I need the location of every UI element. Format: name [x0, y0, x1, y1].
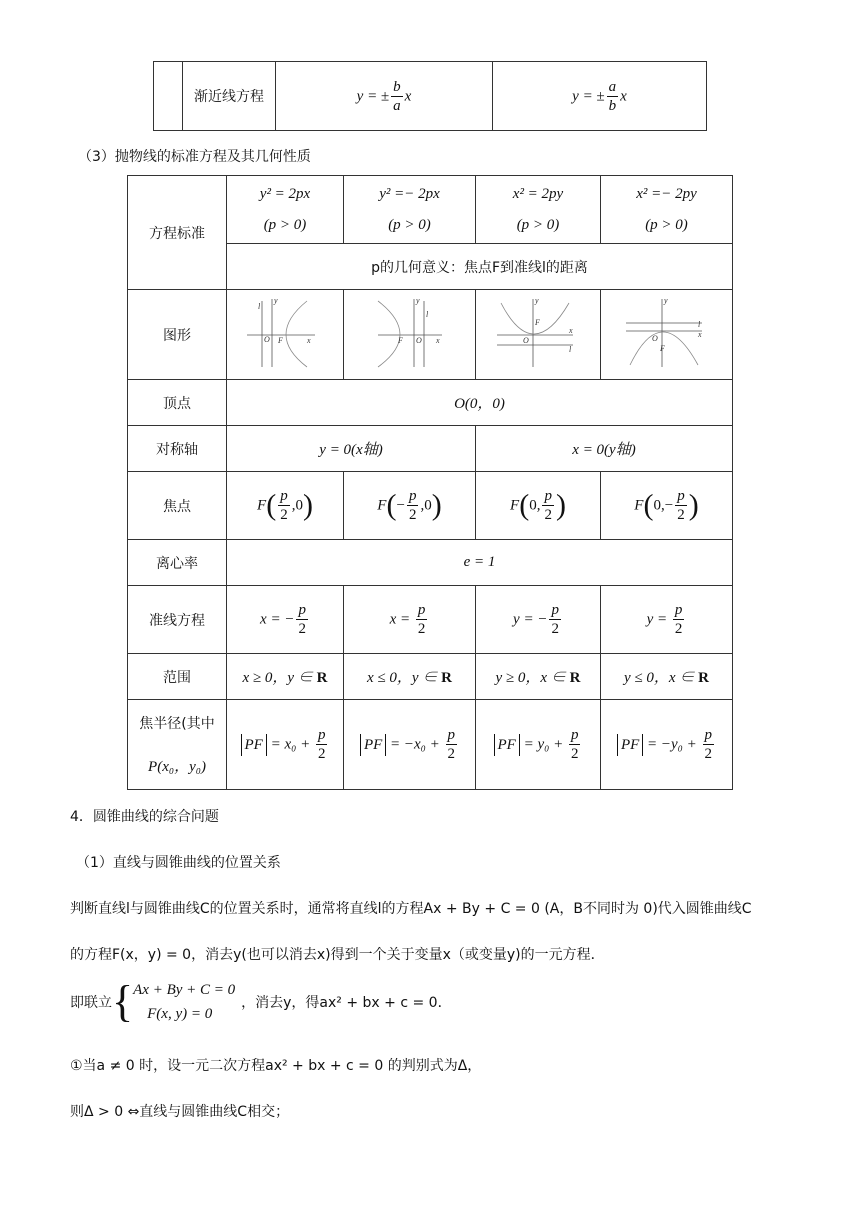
- directrix-label: 准线方程: [128, 586, 227, 654]
- svg-text:l: l: [258, 301, 261, 311]
- directrix-cell-1: x = − $\frac{p}{2}$: [227, 586, 344, 654]
- case-1: ①当a ≠ 0 时，设一元二次方程ax² + bx + c = 0 的判别式为Δ，: [70, 1058, 482, 1074]
- ecc-label: 离心率: [128, 540, 227, 586]
- range-cell-3: y ≥ 0，x ∈ R: [476, 654, 601, 700]
- vertex-label: 顶点: [128, 380, 227, 426]
- svg-text:F: F: [278, 335, 283, 345]
- parabola-down-graph: [622, 295, 712, 371]
- focus-cell-4: F(0,− $\frac{p}{2}$ ): [601, 472, 733, 540]
- svg-text:F: F: [659, 343, 665, 353]
- paragraph-line-1: 判断直线l与圆锥曲线C的位置关系时，通常将直线l的方程Ax + By + C = 0 (A，B不同时为 0)代入圆锥曲线C: [70, 901, 752, 917]
- svg-text:O: O: [523, 335, 529, 345]
- parabola-table: [127, 175, 733, 790]
- section4-title: 4．圆锥曲线的综合问题: [70, 809, 219, 825]
- section4-subtitle: （1）直线与圆锥曲线的位置关系: [76, 855, 281, 871]
- graph-up-opening: [476, 290, 601, 380]
- ecc-value: e = 1: [227, 540, 733, 586]
- axis-value-y: x = 0(y轴): [476, 426, 733, 472]
- axis-value-x: y = 0(x轴): [227, 426, 476, 472]
- svg-text:y: y: [274, 295, 278, 305]
- directrix-cell-4: y = $\frac{p}{2}$: [601, 586, 733, 654]
- range-label: 范围: [128, 654, 227, 700]
- svg-text:F: F: [397, 335, 403, 345]
- focus-label: 焦点: [128, 472, 227, 540]
- svg-text:l: l: [425, 309, 428, 319]
- svg-text:y: y: [535, 295, 539, 305]
- radius-label: 焦半径(其中 P(x₀，y₀): [128, 700, 227, 790]
- range-cell-2: x ≤ 0，y ∈ R: [344, 654, 476, 700]
- graph-label: 图形: [128, 290, 227, 380]
- focus-cell-2: F(− $\frac{p}{2}$ ,0): [344, 472, 476, 540]
- radius-cell-4: PF = −y₀ + $\frac{p}{2}$: [601, 700, 733, 790]
- svg-text:l: l: [569, 344, 572, 354]
- svg-text:O: O: [264, 334, 270, 344]
- svg-text:y: y: [663, 295, 668, 305]
- eq-cell-4: x² =− 2py (p > 0): [601, 176, 733, 244]
- svg-text:O: O: [415, 335, 422, 345]
- parabola-right-graph: [245, 295, 325, 371]
- parabola-left-graph: [370, 295, 450, 371]
- hyperbola-spacer-cell: [154, 62, 183, 131]
- radius-cell-1: PF = x₀ + $\frac{p}{2}$: [227, 700, 344, 790]
- svg-text:x: x: [569, 325, 573, 335]
- hyperbola-table: [153, 61, 707, 131]
- svg-text:l: l: [697, 319, 700, 329]
- radius-cell-3: PF = y₀ + $\frac{p}{2}$: [476, 700, 601, 790]
- focus-cell-3: F(0, $\frac{p}{2}$ ): [476, 472, 601, 540]
- graph-down-opening: [601, 290, 733, 380]
- svg-text:x: x: [435, 335, 440, 345]
- graph-left-opening: [344, 290, 476, 380]
- p-meaning: p的几何意义：焦点F到准线l的距离: [227, 244, 733, 290]
- eq-cell-2: y² =− 2px (p > 0): [344, 176, 476, 244]
- svg-text:x: x: [307, 335, 311, 345]
- asymptote-label: 渐近线方程: [183, 62, 276, 131]
- vertex-value: O(0，0): [227, 380, 733, 426]
- range-cell-1: x ≥ 0，y ∈ R: [227, 654, 344, 700]
- svg-text:O: O: [651, 333, 658, 343]
- range-cell-4: y ≤ 0，x ∈ R: [601, 654, 733, 700]
- graph-right-opening: [227, 290, 344, 380]
- equation-system: 即联立{ Ax + By + C = 0 F(x, y) = 0 ，消去y，得ax² + bx + c = 0．: [70, 977, 452, 1026]
- eq-cell-1: y² = 2px (p > 0): [227, 176, 344, 244]
- directrix-cell-2: x = $\frac{p}{2}$: [344, 586, 476, 654]
- eq-cell-3: x² = 2py (p > 0): [476, 176, 601, 244]
- svg-text:x: x: [697, 329, 702, 339]
- radius-cell-2: PF = −x₀ + $\frac{p}{2}$: [344, 700, 476, 790]
- standard-label: 方程标准: [128, 176, 227, 290]
- directrix-cell-3: y = − $\frac{p}{2}$: [476, 586, 601, 654]
- focus-cell-1: F( $\frac{p}{2}$ ,0): [227, 472, 344, 540]
- asymptote-eq-1: y = ± $\frac{b}{a}$ x: [276, 62, 493, 131]
- parabola-heading: （3）抛物线的标准方程及其几何性质: [78, 149, 311, 165]
- asymptote-eq-2: y = ± $\frac{a}{b}$ x: [493, 62, 707, 131]
- case-1-result: 则Δ > 0 ⇔直线与圆锥曲线C相交；: [70, 1104, 290, 1120]
- axis-label: 对称轴: [128, 426, 227, 472]
- svg-text:y: y: [415, 295, 420, 305]
- parabola-up-graph: [493, 295, 583, 371]
- svg-text:F: F: [535, 317, 540, 327]
- paragraph-line-2: 的方程F(x，y) = 0，消去y(也可以消去x)得到一个关于变量x（或变量y)的一元方程．: [70, 947, 605, 963]
